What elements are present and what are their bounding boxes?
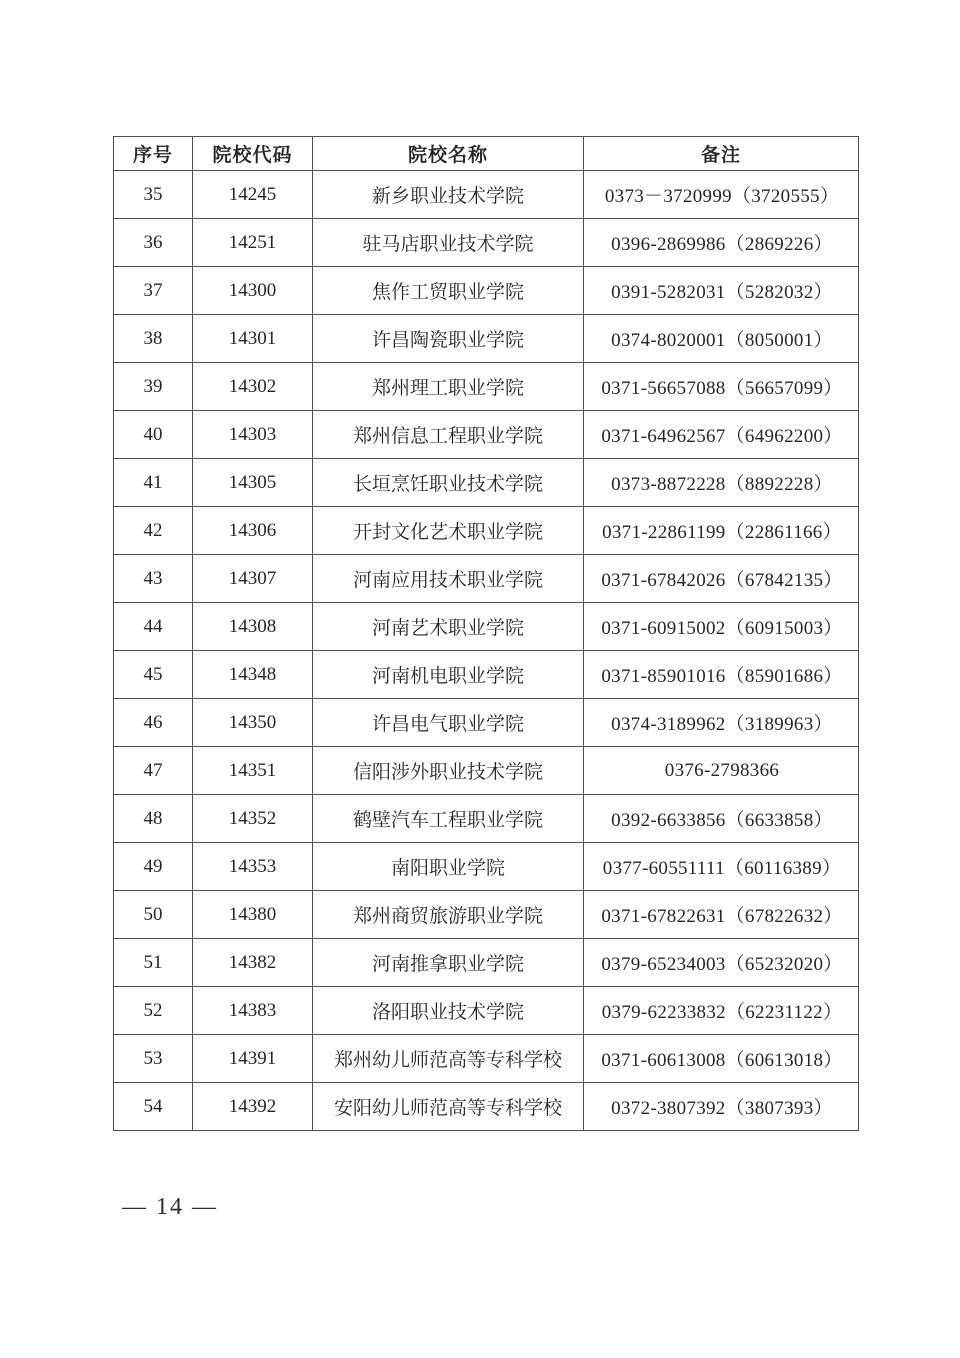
remark-cell: 0373－3720999（3720555） <box>584 171 859 219</box>
serial-cell: 46 <box>114 699 193 747</box>
serial-cell: 44 <box>114 603 193 651</box>
code-cell: 14307 <box>193 555 313 603</box>
serial-cell: 52 <box>114 987 193 1035</box>
name-cell: 河南推拿职业学院 <box>313 939 584 987</box>
table-row <box>114 315 859 363</box>
remark-cell: 0371-67822631（67822632） <box>584 891 859 939</box>
code-cell: 14301 <box>193 315 313 363</box>
serial-cell: 38 <box>114 315 193 363</box>
serial-cell: 37 <box>114 267 193 315</box>
name-cell: 开封文化艺术职业学院 <box>313 507 584 555</box>
column-header: 序号 <box>114 137 193 171</box>
table-header-row <box>114 137 859 171</box>
code-cell: 14382 <box>193 939 313 987</box>
table-row <box>114 747 859 795</box>
table-row <box>114 507 859 555</box>
column-header: 院校代码 <box>193 137 313 171</box>
name-cell: 郑州幼儿师范高等专科学校 <box>313 1035 584 1083</box>
column-header: 备注 <box>584 137 859 171</box>
serial-cell: 49 <box>114 843 193 891</box>
name-cell: 安阳幼儿师范高等专科学校 <box>313 1083 584 1131</box>
remark-cell: 0379-65234003（65232020） <box>584 939 859 987</box>
serial-cell: 50 <box>114 891 193 939</box>
table-row <box>114 1083 859 1131</box>
code-cell: 14392 <box>193 1083 313 1131</box>
code-cell: 14352 <box>193 795 313 843</box>
table-row <box>114 459 859 507</box>
column-header: 院校名称 <box>313 137 584 171</box>
name-cell: 长垣烹饪职业技术学院 <box>313 459 584 507</box>
college-table <box>113 136 859 1131</box>
code-cell: 14245 <box>193 171 313 219</box>
remark-cell: 0396-2869986（2869226） <box>584 219 859 267</box>
table-row <box>114 267 859 315</box>
code-cell: 14305 <box>193 459 313 507</box>
serial-cell: 41 <box>114 459 193 507</box>
code-cell: 14380 <box>193 891 313 939</box>
name-cell: 焦作工贸职业学院 <box>313 267 584 315</box>
code-cell: 14350 <box>193 699 313 747</box>
name-cell: 鹤壁汽车工程职业学院 <box>313 795 584 843</box>
table-row <box>114 843 859 891</box>
remark-cell: 0377-60551111（60116389） <box>584 843 859 891</box>
table-row <box>114 699 859 747</box>
remark-cell: 0373-8872228（8892228） <box>584 459 859 507</box>
name-cell: 洛阳职业技术学院 <box>313 987 584 1035</box>
table-row <box>114 555 859 603</box>
table-row <box>114 411 859 459</box>
remark-cell: 0371-56657088（56657099） <box>584 363 859 411</box>
remark-cell: 0374-8020001（8050001） <box>584 315 859 363</box>
table-row <box>114 987 859 1035</box>
remark-cell: 0391-5282031（5282032） <box>584 267 859 315</box>
code-cell: 14300 <box>193 267 313 315</box>
remark-cell: 0371-22861199（22861166） <box>584 507 859 555</box>
table-row <box>114 939 859 987</box>
remark-cell: 0371-85901016（85901686） <box>584 651 859 699</box>
serial-cell: 47 <box>114 747 193 795</box>
remark-cell: 0374-3189962（3189963） <box>584 699 859 747</box>
name-cell: 郑州商贸旅游职业学院 <box>313 891 584 939</box>
serial-cell: 43 <box>114 555 193 603</box>
table-row <box>114 795 859 843</box>
serial-cell: 35 <box>114 171 193 219</box>
code-cell: 14302 <box>193 363 313 411</box>
remark-cell: 0372-3807392（3807393） <box>584 1083 859 1131</box>
code-cell: 14351 <box>193 747 313 795</box>
table-row <box>114 891 859 939</box>
remark-cell: 0392-6633856（6633858） <box>584 795 859 843</box>
serial-cell: 40 <box>114 411 193 459</box>
serial-cell: 45 <box>114 651 193 699</box>
remark-cell: 0376-2798366 <box>584 747 859 795</box>
table-row <box>114 219 859 267</box>
page-number: — 14 — <box>122 1194 218 1220</box>
name-cell: 河南应用技术职业学院 <box>313 555 584 603</box>
code-cell: 14251 <box>193 219 313 267</box>
code-cell: 14308 <box>193 603 313 651</box>
table-row <box>114 603 859 651</box>
remark-cell: 0371-64962567（64962200） <box>584 411 859 459</box>
name-cell: 许昌陶瓷职业学院 <box>313 315 584 363</box>
code-cell: 14303 <box>193 411 313 459</box>
name-cell: 河南艺术职业学院 <box>313 603 584 651</box>
name-cell: 南阳职业学院 <box>313 843 584 891</box>
table-row <box>114 363 859 411</box>
remark-cell: 0371-60915002（60915003） <box>584 603 859 651</box>
serial-cell: 36 <box>114 219 193 267</box>
serial-cell: 51 <box>114 939 193 987</box>
table-row <box>114 171 859 219</box>
remark-cell: 0379-62233832（62231122） <box>584 987 859 1035</box>
serial-cell: 48 <box>114 795 193 843</box>
table-row <box>114 651 859 699</box>
code-cell: 14391 <box>193 1035 313 1083</box>
serial-cell: 42 <box>114 507 193 555</box>
name-cell: 郑州信息工程职业学院 <box>313 411 584 459</box>
code-cell: 14348 <box>193 651 313 699</box>
name-cell: 河南机电职业学院 <box>313 651 584 699</box>
code-cell: 14306 <box>193 507 313 555</box>
code-cell: 14383 <box>193 987 313 1035</box>
remark-cell: 0371-67842026（67842135） <box>584 555 859 603</box>
name-cell: 许昌电气职业学院 <box>313 699 584 747</box>
remark-cell: 0371-60613008（60613018） <box>584 1035 859 1083</box>
name-cell: 驻马店职业技术学院 <box>313 219 584 267</box>
serial-cell: 53 <box>114 1035 193 1083</box>
table-row <box>114 1035 859 1083</box>
code-cell: 14353 <box>193 843 313 891</box>
name-cell: 郑州理工职业学院 <box>313 363 584 411</box>
name-cell: 新乡职业技术学院 <box>313 171 584 219</box>
name-cell: 信阳涉外职业技术学院 <box>313 747 584 795</box>
serial-cell: 54 <box>114 1083 193 1131</box>
serial-cell: 39 <box>114 363 193 411</box>
